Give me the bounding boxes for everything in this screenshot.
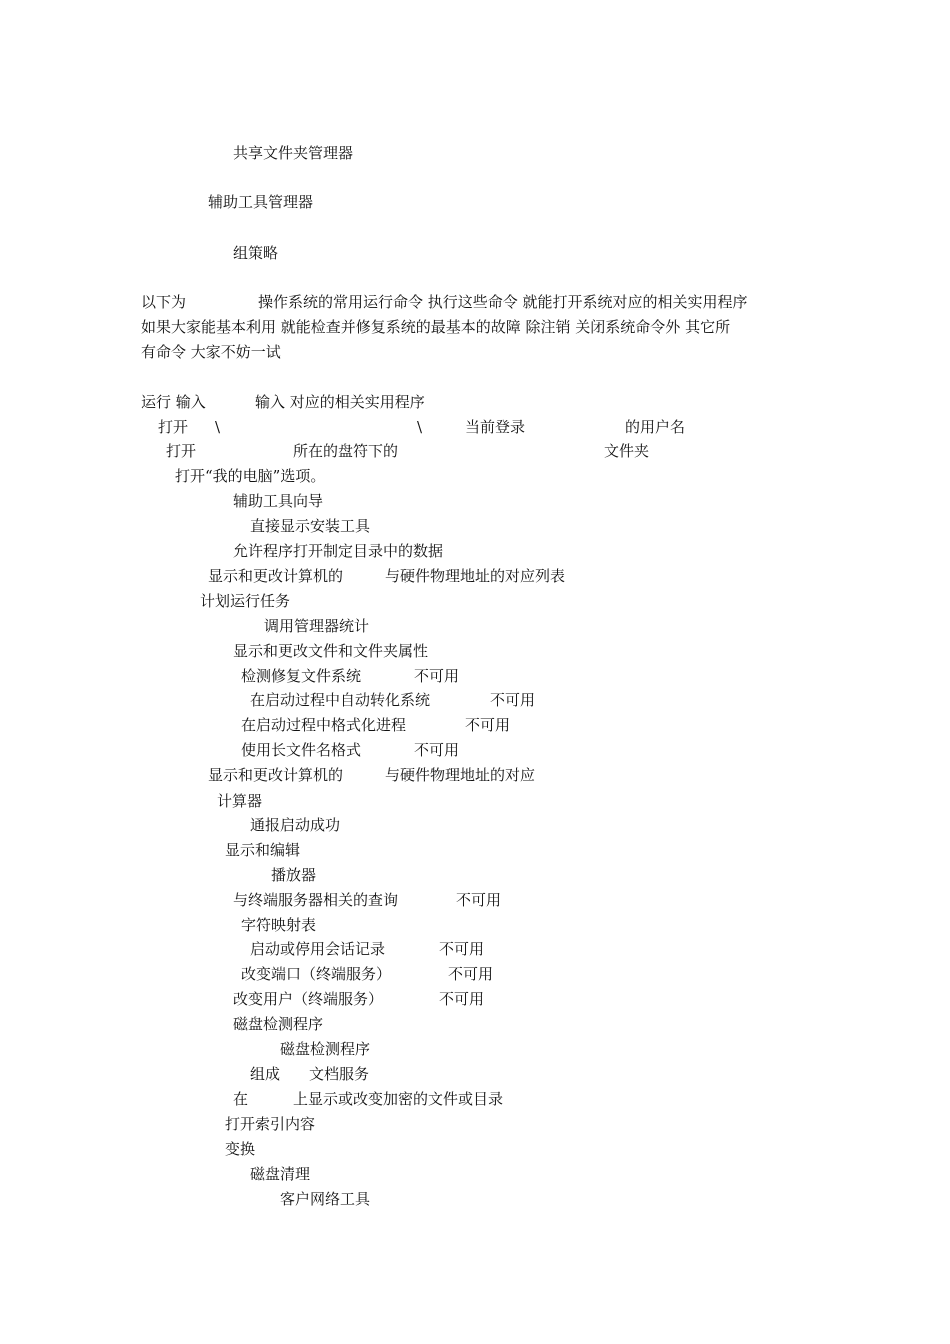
entry-show-edit: 显示和编辑 xyxy=(225,841,301,859)
entry-manager-stats: 调用管理器统计 xyxy=(264,617,370,635)
entry-arp-list: 显示和更改计算机的 xyxy=(208,567,344,585)
entry-autoformat-status: 不可用 xyxy=(465,716,511,734)
intro-line1-a: 以下为 xyxy=(141,293,187,311)
entry-player: 播放器 xyxy=(271,866,317,884)
intro-line3: 有命令 大家不妨一试 xyxy=(141,343,281,361)
row-open-drive-text: 所在的盘符下的 xyxy=(293,442,399,460)
entry-boot-success: 通报启动成功 xyxy=(250,816,341,834)
entry-autoformat: 在启动过程中格式化进程 xyxy=(241,716,407,734)
entry-chkdsk: 检测修复文件系统 xyxy=(241,667,362,685)
entry-scheduled-tasks: 计划运行任务 xyxy=(200,592,291,610)
intro-line1-b: 操作系统的常用运行命令 执行这些命令 就能打开系统对应的相关实用程序 xyxy=(258,293,748,311)
entry-change-user-status: 不可用 xyxy=(439,990,485,1008)
entry-my-computer: 打开“我的电脑”选项。 xyxy=(175,467,326,485)
entry-chkdsk-status: 不可用 xyxy=(414,667,460,685)
heading-shared-folder-manager: 共享文件夹管理器 xyxy=(233,144,354,162)
entry-long-filename-status: 不可用 xyxy=(414,741,460,759)
heading-group-policy: 组策略 xyxy=(233,244,279,262)
entry-accessibility-wizard: 辅助工具向导 xyxy=(233,492,324,510)
entry-autoconvert-status: 不可用 xyxy=(490,691,536,709)
entry-index: 打开索引内容 xyxy=(225,1115,316,1133)
entry-doc-service: 文档服务 xyxy=(309,1065,370,1083)
entry-client-network: 客户网络工具 xyxy=(280,1190,371,1208)
column-run-input: 运行 输入 xyxy=(141,393,206,411)
entry-arp-list-b: 与硬件物理地址的对应列表 xyxy=(385,567,566,585)
row-open-user-current-login: 当前登录 xyxy=(465,418,526,436)
entry-session-log: 启动或停用会话记录 xyxy=(250,940,386,958)
entry-file-attributes: 显示和更改文件和文件夹属性 xyxy=(233,642,429,660)
entry-encrypt: 在 xyxy=(233,1090,249,1108)
entry-session-log-status: 不可用 xyxy=(439,940,485,958)
entry-long-filename: 使用长文件名格式 xyxy=(241,741,362,759)
entry-calculator: 计算器 xyxy=(217,792,263,810)
entry-encrypt-b: 上显示或改变加密的文件或目录 xyxy=(293,1090,504,1108)
entry-autoconvert: 在启动过程中自动转化系统 xyxy=(250,691,431,709)
entry-change-user: 改变用户（终端服务） xyxy=(233,990,384,1008)
entry-arp-b: 与硬件物理地址的对应 xyxy=(385,766,536,784)
heading-accessibility-manager: 辅助工具管理器 xyxy=(208,193,314,211)
intro-paragraph xyxy=(141,290,821,365)
entry-arp: 显示和更改计算机的 xyxy=(208,766,344,784)
entry-change-port: 改变端口（终端服务） xyxy=(241,965,392,983)
column-program: 输入 对应的相关实用程序 xyxy=(255,393,425,411)
row-open-drive-folder: 文件夹 xyxy=(604,442,650,460)
entry-install-tool: 直接显示安装工具 xyxy=(250,517,371,535)
entry-open-directory-data: 允许程序打开制定目录中的数据 xyxy=(233,542,444,560)
entry-disk-check-2: 磁盘检测程序 xyxy=(280,1040,371,1058)
entry-terminal-query: 与终端服务器相关的查询 xyxy=(233,891,399,909)
row-open-user-username: 的用户名 xyxy=(625,418,686,436)
entry-terminal-query-status: 不可用 xyxy=(456,891,502,909)
entry-convert: 变换 xyxy=(225,1140,256,1158)
row-open-user-backslash-2: \ xyxy=(417,418,423,436)
row-open-user-label: 打开 xyxy=(158,418,189,436)
row-open-user-backslash-1: \ xyxy=(215,418,221,436)
intro-line2: 如果大家能基本利用 就能检查并修复系统的最基本的故障 除注销 关闭系统命令外 其它所 xyxy=(141,318,731,336)
entry-disk-check-1: 磁盘检测程序 xyxy=(233,1015,324,1033)
entry-change-port-status: 不可用 xyxy=(448,965,494,983)
entry-component: 组成 xyxy=(250,1065,281,1083)
entry-disk-cleanup: 磁盘清理 xyxy=(250,1165,311,1183)
row-open-drive-label: 打开 xyxy=(166,442,197,460)
entry-charmap: 字符映射表 xyxy=(241,916,317,934)
